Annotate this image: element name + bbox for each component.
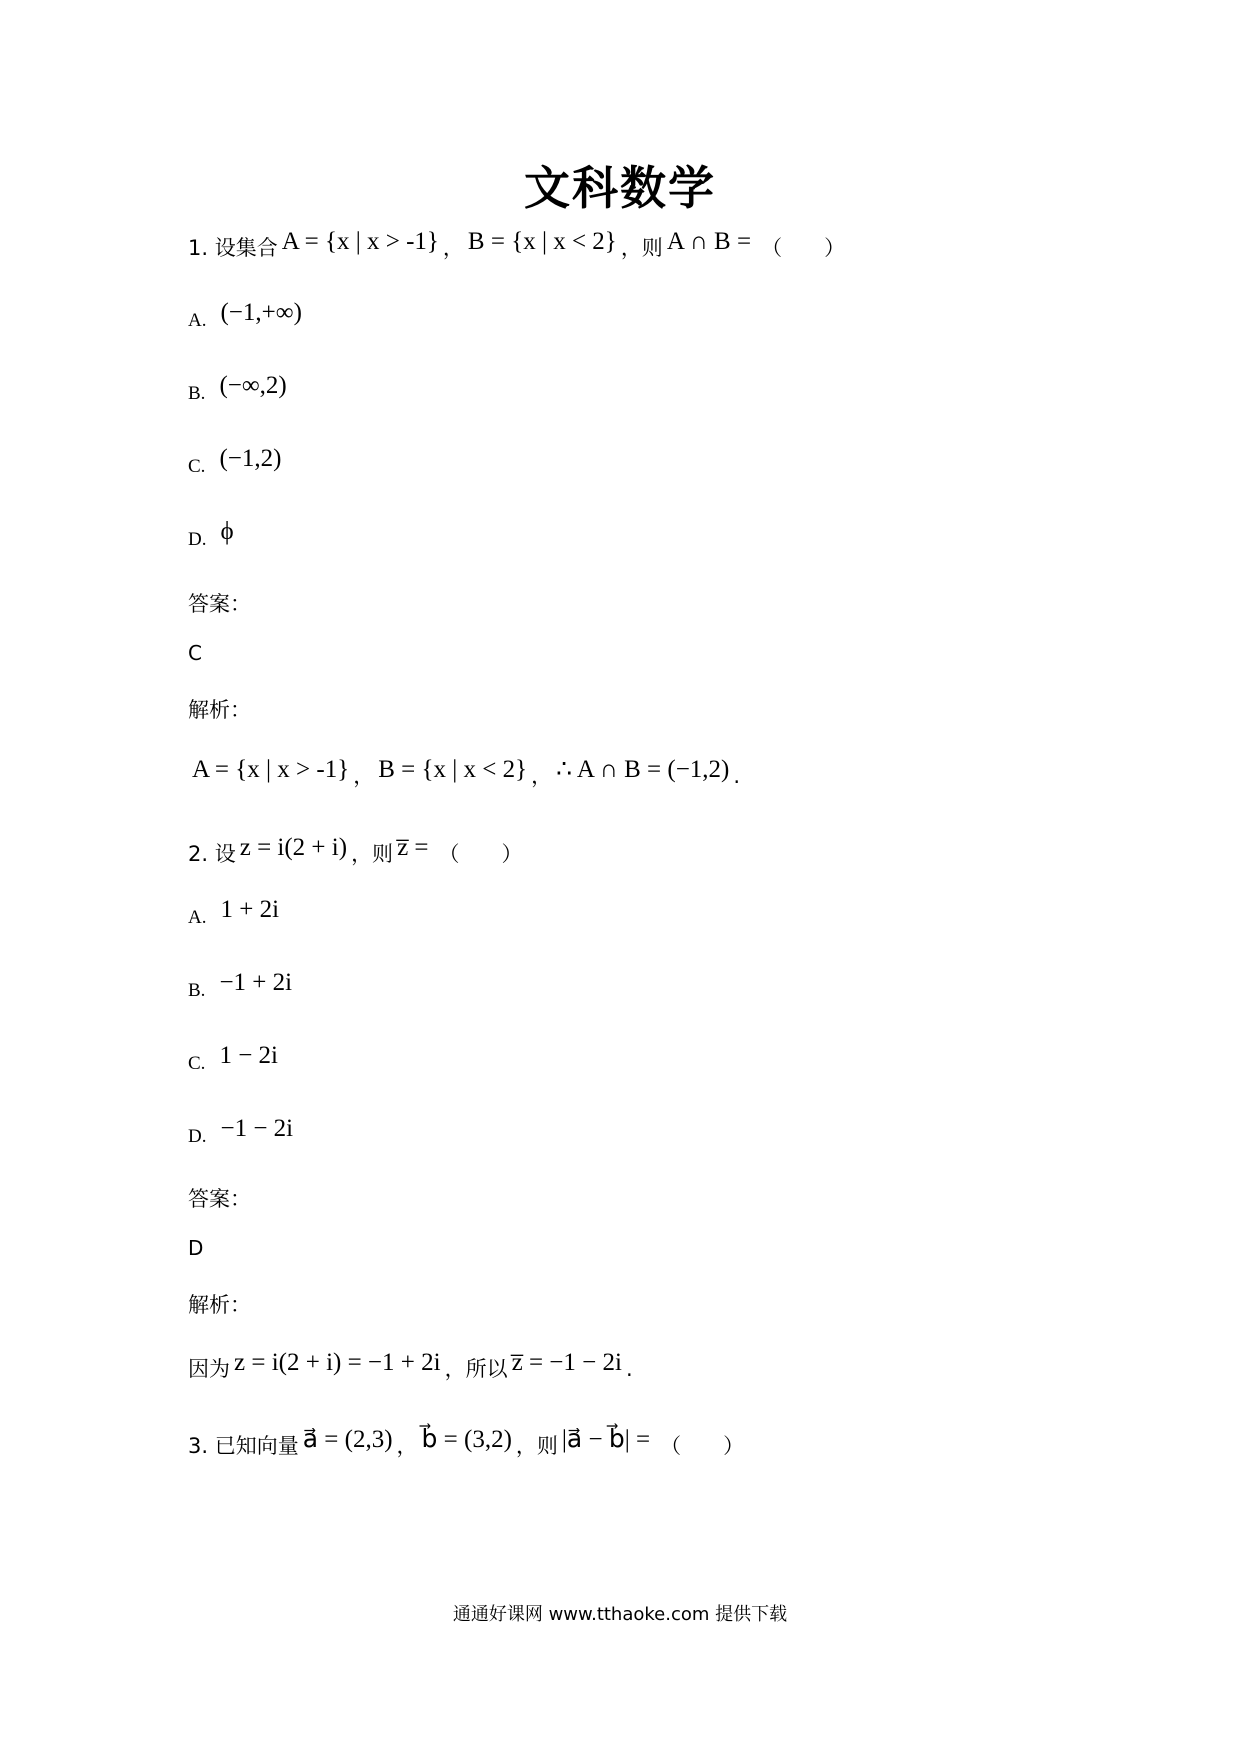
option-letter: D. (188, 1126, 207, 1147)
q2-option-b (188, 969, 296, 1003)
q3-vec-a: a⃗ = (2,3) (302, 1426, 393, 1453)
option-letter: A. (188, 907, 207, 928)
q3-vec-b: b⃗ = (3,2) (421, 1426, 512, 1453)
q1-analysis-sep1: ， (353, 764, 375, 788)
q2-conj: z̅ = (397, 834, 429, 861)
q1-analysis-result: ∴ A ∩ B = (−1,2) (556, 756, 730, 783)
q2-answer: D (188, 1236, 204, 1260)
q1-set-b: B = {x | x < 2} (467, 228, 617, 255)
q1-option-a (188, 299, 306, 333)
q2-option-c (188, 1042, 282, 1076)
q1-analysis-end: . (733, 764, 741, 788)
q2-analysis (188, 1349, 633, 1383)
q1-answer-label: 答案： (188, 592, 251, 616)
q3-stem-prefix: 3. 已知向量 (188, 1434, 299, 1458)
q2-option-d (188, 1115, 297, 1149)
option-letter: C. (188, 1053, 206, 1074)
q2-analysis-mid: ，所以 (444, 1357, 508, 1381)
q2-answer-label: 答案： (188, 1187, 251, 1211)
question-2-stem (188, 834, 523, 868)
q1-stem-prefix: 1. 设集合 (188, 236, 278, 260)
option-text: ϕ (220, 518, 234, 545)
q3-sep: ， (396, 1434, 418, 1458)
q2-analysis-prefix: 因为 (188, 1357, 230, 1381)
q2-stem-prefix: 2. 设 (188, 842, 236, 866)
page-footer: 通通好课网 www.tthaoke.com 提供下载 (452, 1604, 788, 1625)
q1-set-a: A = {x | x > -1} (281, 228, 439, 255)
q2-analysis-expr: z = i(2 + i) = −1 + 2i (234, 1349, 441, 1376)
page-title: 文科数学 (524, 161, 716, 215)
option-text: (−∞,2) (219, 372, 287, 399)
option-letter: B. (188, 980, 206, 1001)
q1-analysis (188, 756, 741, 790)
q1-analysis-a: A = {x | x > -1} (192, 756, 350, 783)
q3-expr: |a⃗ − b⃗| = (561, 1426, 651, 1453)
q1-option-d (188, 518, 238, 552)
q1-option-c (188, 445, 285, 479)
option-text: 1 − 2i (219, 1042, 278, 1069)
option-text: −1 + 2i (219, 969, 293, 996)
q1-answer: C (188, 641, 202, 665)
q2-analysis-result: z̅ = −1 − 2i (511, 1349, 622, 1376)
q3-blank: （ ） (660, 1434, 745, 1458)
q1-analysis-sep2: ， (531, 764, 553, 788)
q1-blank: （ ） (761, 236, 846, 260)
q1-stem-mid: ，则 (620, 236, 663, 260)
option-letter: A. (188, 310, 207, 331)
option-text: (−1,2) (219, 445, 282, 472)
q3-stem-mid: ，则 (515, 1434, 558, 1458)
q2-analysis-end: . (625, 1357, 633, 1381)
option-letter: C. (188, 456, 206, 477)
question-3-stem (188, 1426, 745, 1460)
q2-stem-mid: ，则 (351, 842, 394, 866)
option-letter: D. (188, 529, 207, 550)
q1-expr: A ∩ B = (666, 228, 752, 255)
q1-option-b (188, 372, 291, 406)
q1-sep: ， (442, 236, 464, 260)
q2-blank: （ ） (438, 842, 523, 866)
q2-analysis-label: 解析： (188, 1293, 251, 1317)
q2-expr: z = i(2 + i) (239, 834, 348, 861)
option-text: (−1,+∞) (220, 299, 302, 326)
option-text: 1 + 2i (220, 896, 280, 923)
question-1-stem (188, 228, 846, 262)
q1-analysis-label: 解析： (188, 698, 251, 722)
option-text: −1 − 2i (220, 1115, 294, 1142)
q1-analysis-b: B = {x | x < 2} (378, 756, 528, 783)
q2-option-a (188, 896, 283, 930)
option-letter: B. (188, 383, 206, 404)
